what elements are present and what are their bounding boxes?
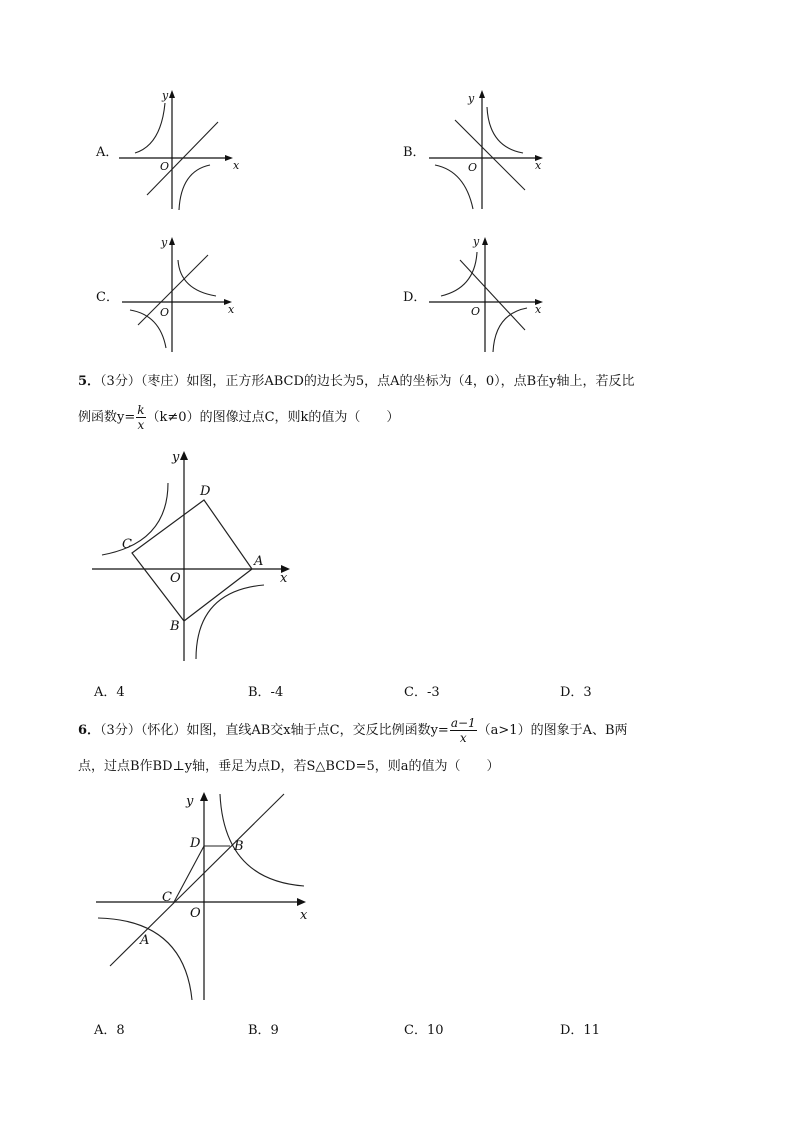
q6-choice-d[interactable]: D．11 [560, 1023, 600, 1038]
q5-text-1: 如图，正方形ABCD的边长为5，点A的坐标为（4，0），点B在y轴上，若反比 [186, 374, 635, 389]
q6-source: （怀化） [140, 723, 187, 738]
q5-y-label: y [172, 450, 180, 465]
origin-label: O [160, 160, 170, 173]
q6-frac-den: x [459, 731, 467, 745]
q4-option-c-graph [118, 230, 248, 360]
q5-line-2 [78, 400, 399, 436]
q6-choice-b[interactable]: B．9 [248, 1023, 279, 1038]
q6-text-1a: 如图，直线AB交x轴于点C，交反比例函数y= [186, 723, 449, 738]
q6-text-2: 点，过点B作BD⊥y轴，垂足为点D，若S△BCD=5，则a的值为（ ） [78, 759, 500, 774]
y-axis-label: y [162, 89, 169, 102]
q6-line-1 [78, 713, 628, 749]
q6-fraction [450, 716, 477, 745]
y-axis-label: y [468, 92, 475, 105]
q5-source: （枣庄） [140, 374, 187, 389]
q6-y-label: y [186, 794, 194, 809]
origin-label: O [468, 161, 478, 174]
x-axis-label: x [535, 159, 542, 172]
q6-text-1b: （a>1）的图象于A、B两 [477, 723, 628, 738]
q6-point-d: D [190, 836, 201, 851]
q5-text-2a: 例函数y= [78, 410, 136, 425]
q4-option-c-label[interactable]: C． [96, 290, 119, 305]
q5-origin-label: O [170, 571, 181, 586]
q5-x-label: x [280, 571, 288, 586]
q5-choice-d[interactable]: D．3 [560, 685, 592, 700]
q6-choice-a[interactable]: A．8 [94, 1023, 125, 1038]
x-axis-label: x [535, 303, 542, 316]
q5-point-d: D [200, 484, 211, 499]
q5-choice-b[interactable]: B．-4 [248, 685, 284, 700]
origin-label: O [160, 306, 170, 319]
y-axis-label: y [473, 235, 480, 248]
q5-score: （3分） [100, 374, 141, 389]
q5-choice-c[interactable]: C．-3 [404, 685, 440, 700]
q4-option-d-label[interactable]: D． [403, 290, 427, 305]
q6-point-c: C [162, 890, 172, 905]
q5-figure [88, 445, 303, 665]
q6-number: 6． [78, 723, 101, 738]
x-axis-label: x [233, 159, 240, 172]
q4-option-b-label[interactable]: B． [403, 145, 426, 160]
q6-choice-c[interactable]: C．10 [404, 1023, 444, 1038]
q5-number: 5． [78, 374, 101, 389]
origin-label: O [471, 305, 481, 318]
y-axis-label: y [161, 236, 168, 249]
q6-frac-num: a−1 [450, 716, 476, 730]
q5-choice-a[interactable]: A．4 [94, 685, 125, 700]
q6-line-2 [78, 749, 500, 785]
q5-frac-den: x [137, 418, 145, 432]
q6-point-a: A [140, 933, 150, 948]
q5-point-c: C [122, 537, 132, 552]
q5-fraction [136, 403, 145, 432]
q4-option-b-graph [425, 85, 555, 215]
q4-option-a-label[interactable]: A． [96, 145, 119, 160]
q6-x-label: x [300, 908, 308, 923]
q5-point-a: A [254, 554, 264, 569]
q4-option-a-graph [115, 85, 245, 215]
q6-point-b: B [234, 839, 244, 854]
q5-line-1 [78, 364, 635, 400]
q5-point-b: B [170, 619, 180, 634]
x-axis-label: x [228, 303, 235, 316]
q5-text-2b: （k≠0）的图像过点C，则k的值为（ ） [146, 410, 400, 425]
q6-score: （3分） [100, 723, 141, 738]
q5-frac-num: k [137, 403, 145, 417]
q6-figure [92, 788, 317, 1006]
q4-option-d-graph [425, 230, 555, 360]
q6-origin-label: O [190, 906, 201, 921]
